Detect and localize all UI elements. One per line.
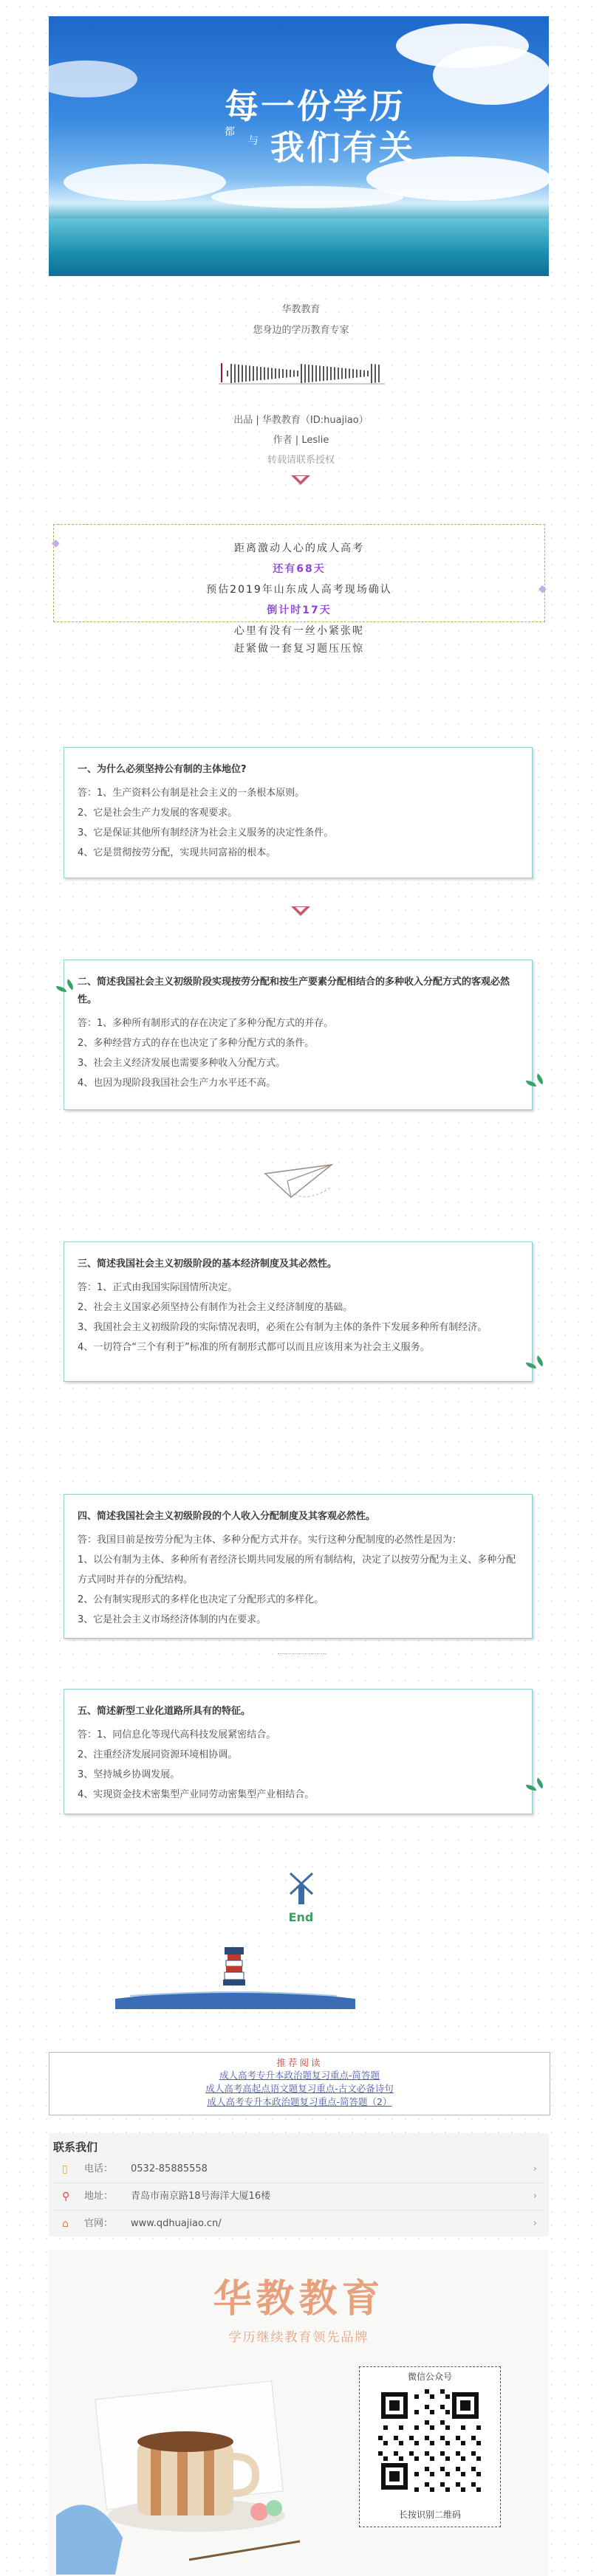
sea (49, 218, 549, 276)
qr-module (414, 2425, 419, 2430)
credit-author: 作者 | Leslie (273, 435, 329, 446)
qr-module (445, 2441, 450, 2445)
triangle-divider-icon (291, 906, 310, 916)
qr-title: 微信公众号 (407, 2372, 452, 2382)
qr-module (445, 2410, 450, 2414)
answer-line: 2、多种经营方式的存在也决定了多种分配方式的条件。 (78, 1038, 315, 1049)
qr-module (399, 2425, 403, 2430)
qr-module (440, 2389, 445, 2394)
question-card-3 (64, 1241, 533, 1382)
windmill-icon (284, 1867, 318, 1906)
qr-module (456, 2451, 460, 2456)
qr-module (394, 2436, 398, 2440)
answer-line: 3、社会主义经济发展也需要多种收入分配方式。 (78, 1058, 286, 1069)
qr-module (378, 2451, 383, 2456)
qr-module (440, 2405, 445, 2409)
answer-line: 4、实现资金技术密集型产业同劳动密集型产业相结合。 (78, 1789, 315, 1800)
contact-value: 0532-85885558 (131, 2163, 208, 2174)
banner-small-a: 都 (225, 126, 235, 138)
qr-module (471, 2451, 476, 2456)
qr-module (425, 2451, 429, 2456)
qr-module (440, 2451, 445, 2456)
qr-caption: 长按识别二维码 (398, 2510, 461, 2520)
qr-module (440, 2482, 445, 2487)
question-card-1 (64, 747, 533, 878)
qr-module (414, 2487, 419, 2492)
banner-title-line1: 每一份学历 (225, 86, 406, 126)
answer-line: 3、坚持城乡协调发展。 (78, 1769, 180, 1780)
qr-module (378, 2436, 383, 2440)
banner-title-line2: 我们有关 (270, 128, 415, 168)
brand-slogan: 学历继续教育领先品牌 (228, 2330, 369, 2345)
brand-name: 华教教育 (213, 2277, 385, 2321)
qr-module (471, 2482, 476, 2487)
qr-module (425, 2405, 429, 2409)
question-title: 一、为什么必须坚持公有制的主体地位? (78, 764, 247, 775)
qr-module (430, 2472, 434, 2476)
qr-module (425, 2482, 429, 2487)
leaf-icon (534, 1777, 546, 1788)
qr-module (383, 2456, 388, 2461)
chevron-right-icon: › (533, 2218, 537, 2229)
qr-module (461, 2425, 465, 2430)
qr-module (394, 2451, 398, 2456)
qr-module (476, 2472, 481, 2476)
recommended-reading (49, 2052, 550, 2115)
org-tagline: 您身边的学历教育专家 (253, 325, 349, 336)
cloud (49, 61, 137, 97)
question-title: 四、简述我国社会主义初级阶段的个人收入分配制度及其客观必然性。 (78, 1511, 376, 1522)
answer-line: 答：1、同信息化等现代高科技发展紧密结合。 (78, 1729, 276, 1740)
answer-line: 2、社会主义国家必须坚持公有制作为社会主义经济制度的基础。 (78, 1302, 353, 1313)
qr-module (476, 2487, 481, 2492)
answer-line: 3、它是保证其他所有制经济为社会主义服务的决定性条件。 (78, 827, 334, 838)
countdown-line-5: 心里有没有一丝小紧张呢 (234, 625, 364, 637)
qr-module (430, 2456, 434, 2461)
qr-module (445, 2487, 450, 2492)
qr-module (430, 2394, 434, 2399)
qr-module (425, 2467, 429, 2471)
qr-module (430, 2410, 434, 2414)
contact-label: 地址： (84, 2191, 114, 2202)
location-pin-icon: ⚲ (62, 2191, 70, 2203)
contact-row-address[interactable] (53, 2183, 544, 2211)
chevron-right-icon: › (533, 2163, 537, 2174)
countdown-box (53, 524, 545, 655)
leaf-icon (534, 1073, 546, 1084)
question-title: 二、简述我国社会主义初级阶段实现按劳分配和按生产要素分配相结合的多种收入分配方式的客观必然性。 (78, 977, 510, 1005)
end-label: End (288, 1910, 314, 1924)
contact-label: 官网： (84, 2218, 114, 2229)
recommended-link-3[interactable]: 成人高考专升本政治题复习重点-简答题（2） (207, 2096, 392, 2107)
contact-row-phone[interactable] (53, 2156, 544, 2183)
contact-title: 联系我们 (53, 2141, 98, 2154)
qr-module (456, 2436, 460, 2440)
decor-left-icon: ◆ (52, 537, 60, 549)
answer-line: 答：1、生产资料公有制是社会主义的一条根本原则。 (78, 788, 305, 799)
org-name: 华教教育 (281, 304, 321, 315)
answer-line: 4、一切符合“三个有利于”标准的所有制形式都可以而且应该用来为社会主义服务。 (78, 1342, 430, 1353)
cloud (64, 164, 226, 201)
answer-line: 4、它是贯彻按劳分配，实现共同富裕的根本。 (78, 847, 276, 858)
qr-code[interactable] (378, 2389, 482, 2493)
qr-module (461, 2472, 465, 2476)
triangle-divider-icon (291, 475, 310, 485)
contact-section (49, 2133, 549, 2236)
qr-module (476, 2425, 481, 2430)
qr-module (445, 2456, 450, 2461)
qr-module (425, 2436, 429, 2440)
decor-right-icon: ◆ (538, 583, 547, 595)
qr-module (409, 2436, 414, 2440)
answer-line: 2、它是社会生产力发展的客观要求。 (78, 807, 238, 819)
credits (0, 410, 602, 470)
countdown-line-3: 预估2019年山东成人高考现场确认 (206, 584, 392, 596)
qr-module (456, 2467, 460, 2471)
qr-module (414, 2472, 419, 2476)
countdown-line-6: 赶紧做一套复习题压压惊 (234, 643, 364, 655)
countdown-days-exam: 还有68天 (273, 563, 326, 575)
qr-module (409, 2451, 414, 2456)
paper-plane-icon (261, 1159, 343, 1203)
question-card-4 (64, 1494, 533, 1639)
qr-module (471, 2436, 476, 2440)
qr-module (430, 2441, 434, 2445)
contact-label: 电话： (84, 2163, 114, 2174)
answer-line: 3、它是社会主义市场经济体制的内在要求。 (78, 1614, 267, 1625)
countdown-days-confirm: 倒计时17天 (267, 605, 332, 616)
qr-module (399, 2441, 403, 2445)
chevron-right-icon: › (533, 2191, 537, 2202)
contact-value: www.qdhuajiao.cn/ (131, 2218, 222, 2229)
qr-module (425, 2389, 429, 2394)
cloud (433, 46, 549, 105)
qr-module (456, 2482, 460, 2487)
question-title: 五、简述新型工业化道路所具有的特征。 (78, 1706, 251, 1717)
coffee-cup-illustration (56, 2360, 344, 2575)
audio-waveform[interactable] (219, 359, 385, 385)
leaf-icon (534, 1355, 546, 1366)
qr-module (430, 2487, 434, 2492)
answer-line: 3、我国社会主义初级阶段的实际情况表明，必须在公有制为主体的条件下发展多种所有制经济。 (78, 1322, 488, 1333)
hero-banner (49, 16, 549, 276)
answer-line: 2、注重经济发展同资源环境相协调。 (78, 1749, 238, 1760)
qr-module (414, 2394, 419, 2399)
credit-source: 出品 | 华教教育（ID:huajiao） (233, 415, 369, 426)
question-card-2 (64, 960, 533, 1110)
question-title: 三、简述我国社会主义初级阶段的基本经济制度及其必然性。 (78, 1258, 338, 1270)
answer-line: 2、公有制实现形式的多样化也决定了分配形式的多样化。 (78, 1594, 324, 1605)
qr-module (461, 2441, 465, 2445)
divider (278, 1653, 326, 1654)
answer-line: 4、也因为现阶段我国社会生产力水平还不高。 (78, 1078, 276, 1089)
brand-footer (49, 2250, 549, 2576)
cloud (211, 186, 403, 208)
qr-module (399, 2456, 403, 2461)
wechat-qr-panel (359, 2366, 501, 2527)
answer-line: 答：1、多种所有制形式的存在决定了多种分配方式的并存。 (78, 1018, 334, 1029)
qr-module (440, 2420, 445, 2425)
qr-module (440, 2436, 445, 2440)
credit-rights: 转载请联系授权 (267, 455, 335, 466)
contact-row-website[interactable] (53, 2211, 544, 2237)
contact-value: 青岛市南京路18号海洋大厦16楼 (131, 2191, 271, 2202)
phone-icon: ▯ (62, 2163, 68, 2175)
qr-module (425, 2420, 429, 2425)
qr-module (440, 2467, 445, 2471)
qr-module (445, 2472, 450, 2476)
qr-module (445, 2425, 450, 2430)
qr-module (445, 2394, 450, 2399)
answer-line: 答：我国目前是按劳分配为主体、多种分配方式并存。实行这种分配制度的必然性是因为： (78, 1535, 462, 1546)
answer-line: 答：1、正式由我国实际国情所决定。 (78, 1282, 238, 1293)
home-icon: ⌂ (62, 2218, 69, 2230)
countdown-line-1: 距离激动人心的成人高考 (234, 543, 364, 554)
lighthouse-illustration (115, 1941, 355, 2009)
qr-module (476, 2456, 481, 2461)
qr-module (476, 2441, 481, 2445)
qr-module (414, 2441, 419, 2445)
recommended-title: 推荐阅读 (276, 2057, 323, 2068)
qr-module (430, 2425, 434, 2430)
qr-module (461, 2487, 465, 2492)
recommended-link-2[interactable]: 成人高考高起点语文题复习重点-古文必备诗句 (205, 2083, 394, 2094)
qr-module (414, 2410, 419, 2414)
qr-module (383, 2425, 388, 2430)
qr-module (383, 2441, 388, 2445)
recommended-link-1[interactable]: 成人高考专升本政治题复习重点-简答题 (219, 2070, 380, 2081)
question-card-5 (64, 1689, 533, 1814)
banner-small-b: 与 (248, 135, 259, 147)
answer-line: 1、以公有制为主体、多种所有者经济长期共同发展的所有制结构，决定了以按劳分配为主义、多种分配方式同时并存的分配结构。 (78, 1554, 516, 1585)
qr-module (461, 2456, 465, 2461)
qr-module (414, 2456, 419, 2461)
qr-module (471, 2467, 476, 2471)
